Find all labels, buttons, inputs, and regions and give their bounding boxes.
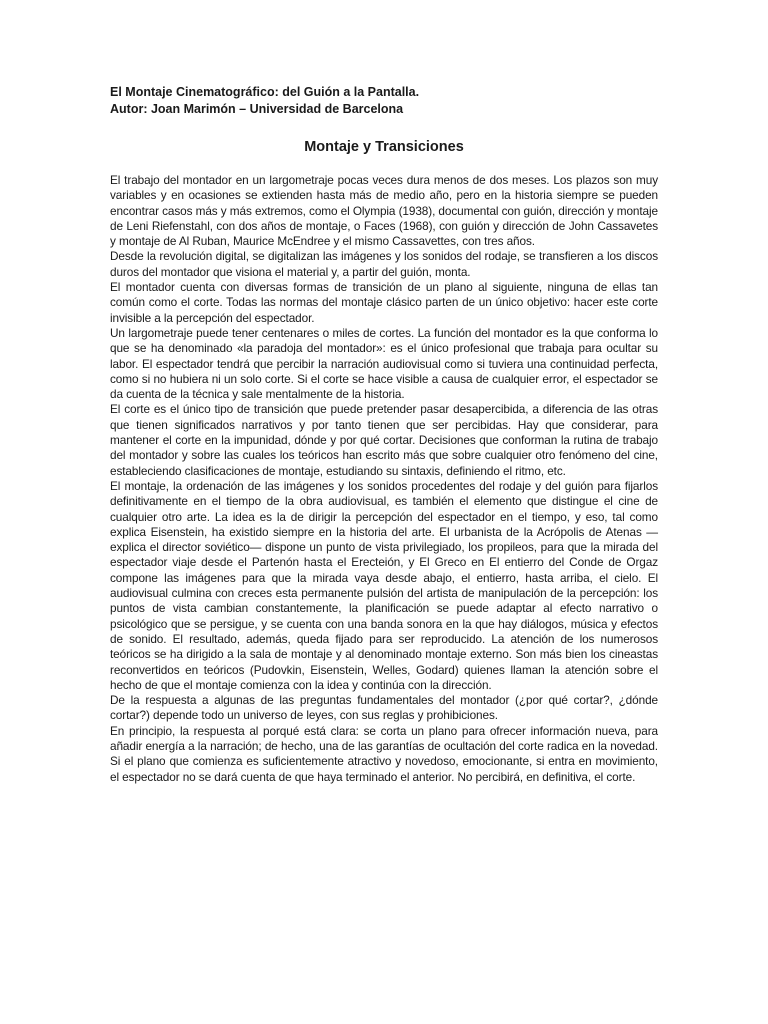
- paragraph: De la respuesta a algunas de las preguntas fundamentales del montador (¿por qué cortar?, ¿dónde cortar?) depende todo un universo de leyes, con sus reglas y prohibiciones.: [110, 693, 658, 723]
- paragraph: Un largometraje puede tener centenares o miles de cortes. La función del montador es la que conforma lo que se ha denominado «la paradoja del montador»: es el único profesional que trabaja para ocultar su labor. El espectador tendrá que percibir la narración audiovisual como si tuviera una continuidad perfecta, como si no hubiera ni un solo corte. Si el corte se hace visible a causa de cualquier error, el espectador se da cuenta de la técnica y sale mentalmente de la historia.: [110, 325, 658, 402]
- body-text: [110, 173, 658, 785]
- paragraph: El montador cuenta con diversas formas de transición de un plano al siguiente, ninguna de ellas tan común como el corte. Todas las normas del montaje clásico parten de un único objetivo: hacer este corte invisible a la percepción del espectador.: [110, 280, 658, 325]
- paragraph: En principio, la respuesta al porqué está clara: se corta un plano para ofrecer información nueva, para añadir energía a la narración; de hecho, una de las garantías de ocultación del corte radica en la novedad. Si el plano que comienza es suficientemente atractivo y novedoso, emocionante, si entra en movimiento, el espectador no se dará cuenta de que haya terminado el anterior. No percibirá, en definitiva, el corte.: [110, 723, 658, 784]
- paragraph: Desde la revolución digital, se digitalizan las imágenes y los sonidos del rodaje, se transfieren a los discos duros del montador que visiona el material y, a partir del guión, monta.: [110, 249, 658, 279]
- section-title: Montaje y Transiciones: [304, 139, 464, 155]
- paragraph: El corte es el único tipo de transición que puede pretender pasar desapercibida, a diferencia de las otras que tienen significados narrativos y por tanto tienen que ser percibidas. Hay que considerar, para mantener el corte en la impunidad, dónde y por qué cortar. Decisiones que conforman la rutina de trabajo del montador y sobre las cuales los teóricos han escrito más que sobre cualquier otro fenómeno del cine, estableciendo clasificaciones de montaje, estudiando su sintaxis, definiendo el ritmo, etc.: [110, 402, 658, 478]
- paragraph: El montaje, la ordenación de las imágenes y los sonidos procedentes del rodaje y del guión para fijarlos definitivamente en el tiempo de la obra audiovisual, es también el elemento que distingue el cine de cualquier otro arte. La idea es la de dirigir la percepción del espectador en el tiempo, y eso, tal como explica Eisenstein, ha existido siempre en la historia del arte. El urbanista de la Acrópolis de Atenas —explica el director soviético— dispone un punto de vista privilegiado, los propileos, para que la mirada del espectador viaje desde el Partenón hasta el Erecteión, y El Greco en El entierro del Conde de Orgaz compone las imágenes para que la mirada vaya desde abajo, el entierro, hasta arriba, el cielo. El audiovisual culmina con creces esta permanente pulsión del artista de manipulación de la percepción: los puntos de vista cambian constantemente, la planificación se puede adaptar al efecto narrativo o psicológico que se persigue, y se cuenta con una banda sonora en la que hay diálogos, música y efectos de sonido. El resultado, además, queda fijado para ser reproducido. La atención de los numerosos teóricos se ha dirigido a la sala de montaje y al denominado montaje externo. Son más bien los cineastas reconvertidos en teóricos (Pudovkin, Eisenstein, Welles, Godard) quienes llaman la atención sobre el hecho de que el montaje comienza con la idea y continúa con la dirección.: [110, 478, 658, 692]
- author-line: Autor: Joan Marimón – Universidad de Barcelona: [110, 102, 404, 116]
- document-heading: El Montaje Cinematográfico: del Guión a la Pantalla.: [110, 85, 420, 99]
- paragraph: El trabajo del montador en un largometraje pocas veces dura menos de dos meses. Los plazos son muy variables y en ocasiones se extienden hasta más de medio año, pero en la historia siempre se pueden encontrar casos más y más extremos, como el Olympia (1938), documental con guión, dirección y montaje de Leni Riefenstahl, con dos años de montaje, o Faces (1968), con guión y dirección de John Cassavetes y montaje de Al Ruban, Maurice McEndree y el mismo Cassavettes, con tres años.: [110, 173, 658, 249]
- document-page: [110, 84, 658, 785]
